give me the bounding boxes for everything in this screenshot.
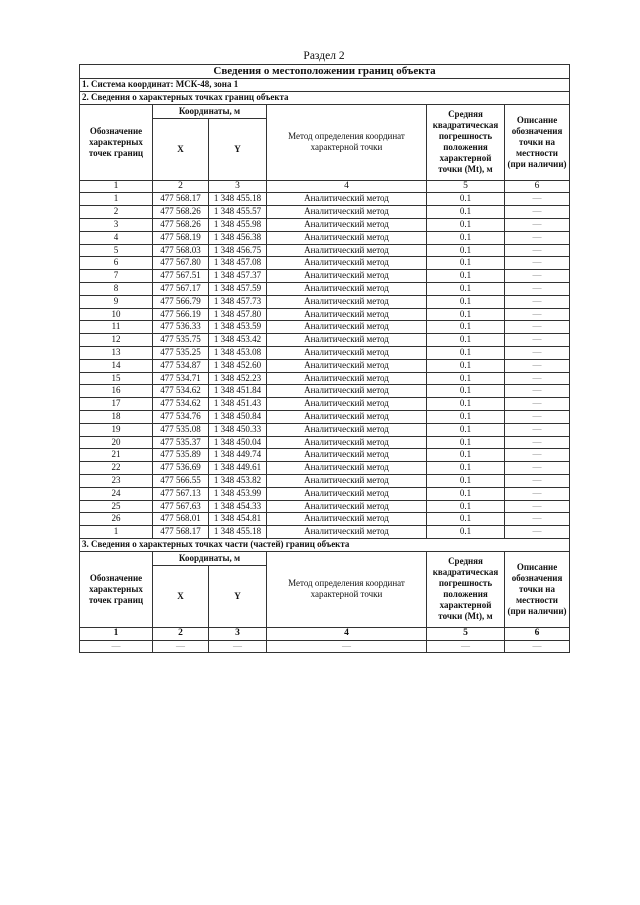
- point-number: 1: [80, 526, 153, 539]
- error-value: 0.1: [427, 346, 505, 359]
- error-value: 0.1: [427, 244, 505, 257]
- y-coordinate: 1 348 456.38: [209, 231, 267, 244]
- x-coordinate: 477 567.63: [153, 500, 209, 513]
- description: —: [505, 218, 570, 231]
- y-coordinate: 1 348 457.59: [209, 282, 267, 295]
- y-coordinate: 1 348 455.57: [209, 206, 267, 219]
- col-number: 5: [427, 627, 505, 640]
- y-coordinate: 1 348 457.80: [209, 308, 267, 321]
- error-value: 0.1: [427, 487, 505, 500]
- error-value: 0.1: [427, 270, 505, 283]
- y-coordinate: 1 348 453.82: [209, 474, 267, 487]
- point-number: 26: [80, 513, 153, 526]
- col-number: 1: [80, 627, 153, 640]
- point-number: 2: [80, 206, 153, 219]
- table-row: [80, 270, 570, 283]
- error-value: 0.1: [427, 372, 505, 385]
- table-title: Сведения о местоположении границ объекта: [80, 65, 570, 79]
- method: Аналитический метод: [267, 372, 427, 385]
- parts-cell: —: [209, 640, 267, 653]
- section-2-heading: 2. Сведения о характерных точках границ объекта: [80, 91, 570, 104]
- point-number: 16: [80, 385, 153, 398]
- header-x: X: [153, 118, 209, 180]
- x-coordinate: 477 567.17: [153, 282, 209, 295]
- table-row: [80, 359, 570, 372]
- header-description-2: Описание обозначения точки на местности (при наличии): [505, 551, 570, 627]
- point-number: 10: [80, 308, 153, 321]
- col-number: 4: [267, 180, 427, 193]
- x-coordinate: 477 566.19: [153, 308, 209, 321]
- point-number: 14: [80, 359, 153, 372]
- point-number: 20: [80, 436, 153, 449]
- table-row: [80, 321, 570, 334]
- method: Аналитический метод: [267, 487, 427, 500]
- y-coordinate: 1 348 456.75: [209, 244, 267, 257]
- error-value: 0.1: [427, 423, 505, 436]
- description: —: [505, 500, 570, 513]
- y-coordinate: 1 348 449.74: [209, 449, 267, 462]
- error-value: 0.1: [427, 436, 505, 449]
- error-value: 0.1: [427, 206, 505, 219]
- error-value: 0.1: [427, 231, 505, 244]
- parts-cell: —: [80, 640, 153, 653]
- col-number: 2: [153, 627, 209, 640]
- point-number: 1: [80, 193, 153, 206]
- method: Аналитический метод: [267, 398, 427, 411]
- x-coordinate: 477 534.62: [153, 385, 209, 398]
- x-coordinate: 477 567.51: [153, 270, 209, 283]
- col-number: 3: [209, 180, 267, 193]
- method: Аналитический метод: [267, 359, 427, 372]
- table-row: [80, 462, 570, 475]
- description: —: [505, 257, 570, 270]
- table-row: [80, 410, 570, 423]
- description: —: [505, 385, 570, 398]
- method: Аналитический метод: [267, 244, 427, 257]
- x-coordinate: 477 536.33: [153, 321, 209, 334]
- error-value: 0.1: [427, 500, 505, 513]
- description: —: [505, 231, 570, 244]
- point-number: 4: [80, 231, 153, 244]
- method: Аналитический метод: [267, 346, 427, 359]
- point-number: 5: [80, 244, 153, 257]
- x-coordinate: 477 534.71: [153, 372, 209, 385]
- boundaries-table: [79, 64, 570, 653]
- error-value: 0.1: [427, 295, 505, 308]
- y-coordinate: 1 348 453.08: [209, 346, 267, 359]
- table-row: [80, 398, 570, 411]
- error-value: 0.1: [427, 462, 505, 475]
- header-designation-2: Обозначение характерных точек границ: [80, 551, 153, 627]
- table-row: [80, 372, 570, 385]
- method: Аналитический метод: [267, 500, 427, 513]
- y-coordinate: 1 348 453.99: [209, 487, 267, 500]
- point-number: 25: [80, 500, 153, 513]
- point-number: 19: [80, 423, 153, 436]
- table-row: [80, 231, 570, 244]
- error-value: 0.1: [427, 193, 505, 206]
- coordinate-system: 1. Система координат: МСК-48, зона 1: [80, 79, 570, 92]
- y-coordinate: 1 348 455.18: [209, 193, 267, 206]
- section-3-heading: 3. Сведения о характерных точках части (частей) границ объекта: [80, 538, 570, 551]
- y-coordinate: 1 348 453.42: [209, 334, 267, 347]
- table-row: [80, 206, 570, 219]
- table-row: [80, 346, 570, 359]
- point-number: 15: [80, 372, 153, 385]
- col-number: 3: [209, 627, 267, 640]
- error-value: 0.1: [427, 282, 505, 295]
- description: —: [505, 372, 570, 385]
- table-row: [80, 218, 570, 231]
- description: —: [505, 270, 570, 283]
- y-coordinate: 1 348 452.23: [209, 372, 267, 385]
- y-coordinate: 1 348 449.61: [209, 462, 267, 475]
- header-method-2: Метод определения координат характерной точки: [267, 551, 427, 627]
- x-coordinate: 477 535.75: [153, 334, 209, 347]
- method: Аналитический метод: [267, 449, 427, 462]
- header-designation: Обозначение характерных точек границ: [80, 104, 153, 180]
- description: —: [505, 282, 570, 295]
- point-number: 7: [80, 270, 153, 283]
- x-coordinate: 477 568.01: [153, 513, 209, 526]
- table-row: [80, 449, 570, 462]
- point-number: 8: [80, 282, 153, 295]
- method: Аналитический метод: [267, 436, 427, 449]
- document-page: [79, 48, 569, 653]
- method: Аналитический метод: [267, 257, 427, 270]
- method: Аналитический метод: [267, 206, 427, 219]
- x-coordinate: 477 566.79: [153, 295, 209, 308]
- method: Аналитический метод: [267, 410, 427, 423]
- x-coordinate: 477 534.62: [153, 398, 209, 411]
- description: —: [505, 474, 570, 487]
- col-number: 2: [153, 180, 209, 193]
- x-coordinate: 477 535.08: [153, 423, 209, 436]
- error-value: 0.1: [427, 385, 505, 398]
- table-row: [80, 526, 570, 539]
- y-coordinate: 1 348 455.18: [209, 526, 267, 539]
- x-coordinate: 477 535.37: [153, 436, 209, 449]
- y-coordinate: 1 348 450.33: [209, 423, 267, 436]
- table-row: [80, 474, 570, 487]
- header-coords-2: Координаты, м: [153, 551, 267, 565]
- x-coordinate: 477 568.03: [153, 244, 209, 257]
- header-error: Средняя квадратическая погрешность положения характерной точки (Mt), м: [427, 104, 505, 180]
- x-coordinate: 477 567.13: [153, 487, 209, 500]
- col-number: 4: [267, 627, 427, 640]
- parts-cell: —: [427, 640, 505, 653]
- error-value: 0.1: [427, 334, 505, 347]
- method: Аналитический метод: [267, 385, 427, 398]
- point-number: 22: [80, 462, 153, 475]
- y-coordinate: 1 348 457.37: [209, 270, 267, 283]
- point-number: 24: [80, 487, 153, 500]
- method: Аналитический метод: [267, 231, 427, 244]
- point-number: 17: [80, 398, 153, 411]
- point-number: 13: [80, 346, 153, 359]
- method: Аналитический метод: [267, 308, 427, 321]
- description: —: [505, 423, 570, 436]
- header-method: Метод определения координат характерной точки: [267, 104, 427, 180]
- col-number: 6: [505, 180, 570, 193]
- description: —: [505, 244, 570, 257]
- parts-cell: —: [505, 640, 570, 653]
- description: —: [505, 436, 570, 449]
- table-row: [80, 487, 570, 500]
- x-coordinate: 477 568.17: [153, 526, 209, 539]
- description: —: [505, 206, 570, 219]
- y-coordinate: 1 348 454.81: [209, 513, 267, 526]
- section-heading: Раздел 2: [303, 50, 345, 62]
- table-row: [80, 257, 570, 270]
- y-coordinate: 1 348 453.59: [209, 321, 267, 334]
- method: Аналитический метод: [267, 295, 427, 308]
- x-coordinate: 477 535.89: [153, 449, 209, 462]
- method: Аналитический метод: [267, 270, 427, 283]
- method: Аналитический метод: [267, 474, 427, 487]
- y-coordinate: 1 348 457.73: [209, 295, 267, 308]
- method: Аналитический метод: [267, 513, 427, 526]
- y-coordinate: 1 348 450.84: [209, 410, 267, 423]
- error-value: 0.1: [427, 513, 505, 526]
- method: Аналитический метод: [267, 193, 427, 206]
- header-y-2: Y: [209, 565, 267, 627]
- error-value: 0.1: [427, 321, 505, 334]
- method: Аналитический метод: [267, 334, 427, 347]
- table-row: [80, 282, 570, 295]
- description: —: [505, 487, 570, 500]
- table-row: [80, 423, 570, 436]
- table-row: [80, 334, 570, 347]
- point-number: 21: [80, 449, 153, 462]
- description: —: [505, 321, 570, 334]
- description: —: [505, 334, 570, 347]
- point-number: 9: [80, 295, 153, 308]
- error-value: 0.1: [427, 526, 505, 539]
- y-coordinate: 1 348 454.33: [209, 500, 267, 513]
- x-coordinate: 477 568.19: [153, 231, 209, 244]
- description: —: [505, 359, 570, 372]
- description: —: [505, 410, 570, 423]
- parts-cell: —: [267, 640, 427, 653]
- table-row: [80, 295, 570, 308]
- method: Аналитический метод: [267, 462, 427, 475]
- description: —: [505, 526, 570, 539]
- method: Аналитический метод: [267, 321, 427, 334]
- error-value: 0.1: [427, 474, 505, 487]
- point-number: 23: [80, 474, 153, 487]
- header-description: Описание обозначения точки на местности (при наличии): [505, 104, 570, 180]
- error-value: 0.1: [427, 449, 505, 462]
- col-number: 5: [427, 180, 505, 193]
- error-value: 0.1: [427, 308, 505, 321]
- y-coordinate: 1 348 457.08: [209, 257, 267, 270]
- description: —: [505, 193, 570, 206]
- y-coordinate: 1 348 451.43: [209, 398, 267, 411]
- col-number: 1: [80, 180, 153, 193]
- error-value: 0.1: [427, 218, 505, 231]
- x-coordinate: 477 567.80: [153, 257, 209, 270]
- error-value: 0.1: [427, 398, 505, 411]
- x-coordinate: 477 568.17: [153, 193, 209, 206]
- x-coordinate: 477 535.25: [153, 346, 209, 359]
- table-row: [80, 385, 570, 398]
- y-coordinate: 1 348 450.04: [209, 436, 267, 449]
- table-row: [80, 244, 570, 257]
- method: Аналитический метод: [267, 282, 427, 295]
- x-coordinate: 477 568.26: [153, 218, 209, 231]
- point-number: 3: [80, 218, 153, 231]
- method: Аналитический метод: [267, 526, 427, 539]
- error-value: 0.1: [427, 410, 505, 423]
- point-number: 6: [80, 257, 153, 270]
- table-row: [80, 193, 570, 206]
- point-number: 18: [80, 410, 153, 423]
- point-number: 12: [80, 334, 153, 347]
- description: —: [505, 513, 570, 526]
- table-row: [80, 308, 570, 321]
- y-coordinate: 1 348 451.84: [209, 385, 267, 398]
- x-coordinate: 477 566.55: [153, 474, 209, 487]
- y-coordinate: 1 348 452.60: [209, 359, 267, 372]
- point-number: 11: [80, 321, 153, 334]
- description: —: [505, 449, 570, 462]
- table-row: [80, 513, 570, 526]
- table-row: [80, 436, 570, 449]
- method: Аналитический метод: [267, 218, 427, 231]
- error-value: 0.1: [427, 257, 505, 270]
- error-value: 0.1: [427, 359, 505, 372]
- header-error-2: Средняя квадратическая погрешность положения характерной точки (Mt), м: [427, 551, 505, 627]
- description: —: [505, 398, 570, 411]
- description: —: [505, 295, 570, 308]
- parts-cell: —: [153, 640, 209, 653]
- x-coordinate: 477 534.76: [153, 410, 209, 423]
- x-coordinate: 477 568.26: [153, 206, 209, 219]
- table-row: [80, 500, 570, 513]
- description: —: [505, 346, 570, 359]
- x-coordinate: 477 534.87: [153, 359, 209, 372]
- header-coords: Координаты, м: [153, 104, 267, 118]
- description: —: [505, 308, 570, 321]
- col-number: 6: [505, 627, 570, 640]
- method: Аналитический метод: [267, 423, 427, 436]
- x-coordinate: 477 536.69: [153, 462, 209, 475]
- description: —: [505, 462, 570, 475]
- header-x-2: X: [153, 565, 209, 627]
- header-y: Y: [209, 118, 267, 180]
- y-coordinate: 1 348 455.98: [209, 218, 267, 231]
